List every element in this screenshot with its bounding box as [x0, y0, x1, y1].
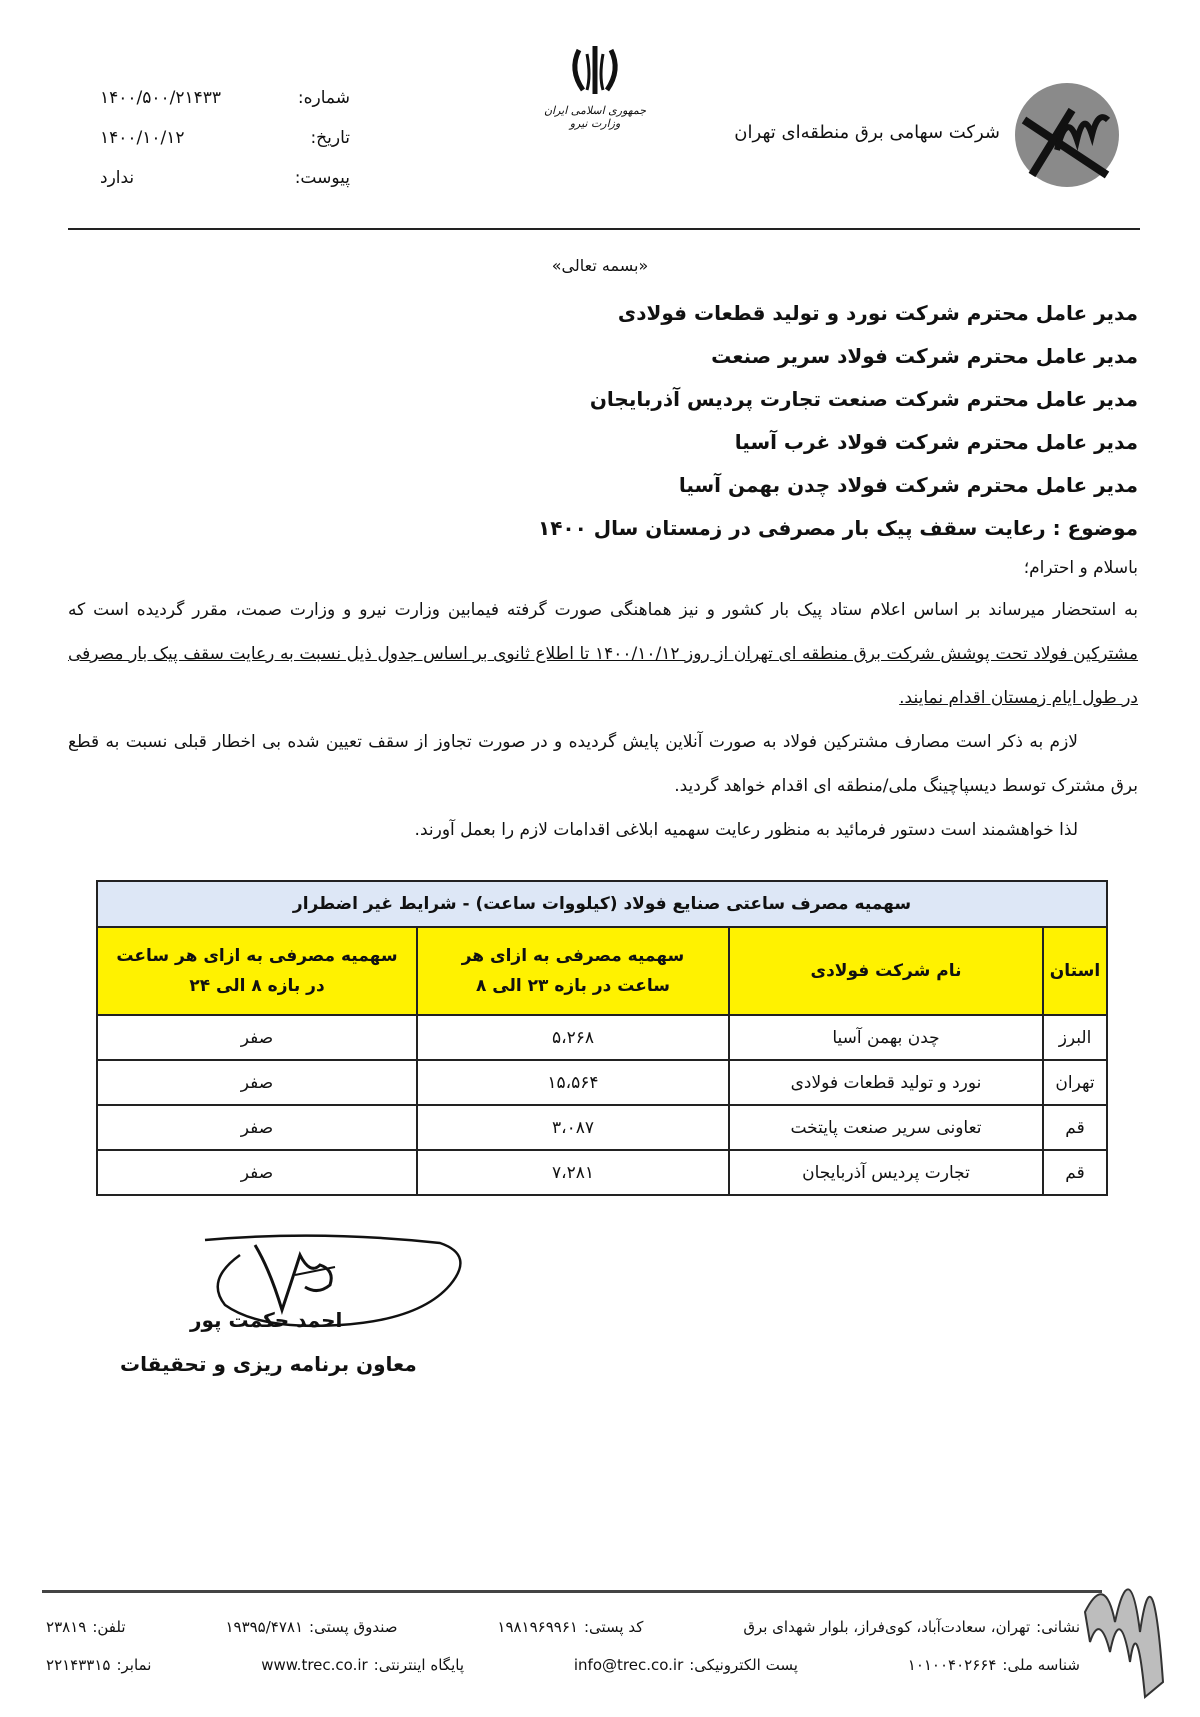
cell-quota-night: ۷،۲۸۱ [417, 1150, 729, 1195]
header-quota-day: سهمیه مصرفی به ازای هر ساعت در بازه ۸ الی ۲۴ [97, 927, 417, 1015]
cell-quota-night: ۵،۲۶۸ [417, 1015, 729, 1060]
paragraph-3: لذا خواهشمند است دستور فرمائید به منظور رعایت سهمیه ابلاغی اقدامات لازم را بعمل آورند. [414, 820, 1078, 840]
subject: موضوع : رعایت سقف پیک بار مصرفی در زمستان سال ۱۴۰۰ [538, 516, 1138, 540]
header-quota-night: سهمیه مصرفی به ازای هر ساعت در بازه ۲۳ الی ۸ [417, 927, 729, 1015]
emblem-caption-2: وزارت نیرو [569, 117, 621, 130]
footer-national-id [902, 1656, 1080, 1674]
national-id-value: ۱۰۱۰۰۴۰۲۶۶۴ [907, 1656, 997, 1674]
phone-label: تلفن: [92, 1618, 126, 1636]
table-row [97, 1060, 1107, 1105]
address-label: نشانی: [1036, 1618, 1080, 1636]
paragraph-1-start: به استحضار میرساند بر اساس اعلام ستاد پیک بار کشور و نیز هماهنگی صورت گرفته فیمابین وزارت نیرو و وزارت صمت، مقرر گردیده است که [68, 600, 1138, 620]
footer-website [255, 1656, 464, 1674]
website-link[interactable]: www.trec.co.ir [261, 1656, 368, 1674]
national-id-label: شناسه ملی: [1002, 1656, 1080, 1674]
footer-logo-icon [1075, 1532, 1175, 1702]
cell-quota-day: صفر [97, 1105, 417, 1150]
letter-meta [90, 78, 350, 198]
website-label: پایگاه اینترنتی: [373, 1656, 465, 1674]
email-label: پست الکترونیکی: [689, 1656, 798, 1674]
recipient-5: مدیر عامل محترم شرکت فولاد چدن بهمن آسیا [678, 473, 1138, 497]
footer-fax [40, 1656, 151, 1674]
company-name: شرکت سهامی برق منطقه‌ای تهران [734, 122, 1000, 143]
footer-phone [40, 1618, 126, 1636]
cell-province: تهران [1043, 1060, 1107, 1105]
cell-company: چدن بهمن آسیا [729, 1015, 1043, 1060]
po-box-label: صندوق پستی: [309, 1618, 398, 1636]
emblem-caption-1: جمهوری اسلامی ایران [543, 104, 647, 117]
recipients [138, 292, 1138, 550]
table-row [97, 1105, 1107, 1150]
cell-quota-night: ۳،۰۸۷ [417, 1105, 729, 1150]
national-emblem [540, 40, 650, 170]
cell-quota-day: صفر [97, 1015, 417, 1060]
cell-company: تجارت پردیس آذربایجان [729, 1150, 1043, 1195]
phone-value: ۲۳۸۱۹ [46, 1618, 87, 1636]
cell-company: نورد و تولید قطعات فولادی [729, 1060, 1043, 1105]
paragraph-1-underlined: مشترکین فولاد تحت پوشش شرکت برق منطقه ای تهران از روز ۱۴۰۰/۱۰/۱۲ تا اطلاع ثانوی بر اساس جدول ذیل نسبت به رعایت سقف پیک بار مصرفی در طول ایام زمستان اقدام نمایند. [68, 644, 1139, 708]
paragraph-1 [68, 588, 1138, 720]
number-row [90, 78, 350, 118]
footer-line-2 [40, 1656, 1080, 1674]
attachment-value: ندارد [100, 168, 135, 188]
date-row [90, 118, 350, 158]
emblem-icon [565, 40, 625, 100]
company-logo [1012, 80, 1122, 190]
email-link[interactable]: info@trec.co.ir [573, 1656, 684, 1674]
fax-label: نمابر: [116, 1656, 152, 1674]
postal-code-value: ۱۹۸۱۹۶۹۹۶۱ [497, 1618, 578, 1636]
recipient-3: مدیر عامل محترم شرکت صنعت تجارت پردیس آذربایجان [589, 387, 1138, 411]
recipient-1: مدیر عامل محترم شرکت نورد و تولید قطعات فولادی [617, 301, 1138, 325]
header-company: نام شرکت فولادی [729, 927, 1043, 1015]
fax-value: ۲۲۱۴۳۳۱۵ [46, 1656, 111, 1674]
number-value: ۱۴۰۰/۵۰۰/۲۱۴۳۳ [100, 88, 222, 108]
footer-postal-code [491, 1618, 643, 1636]
attachment-label: پیوست: [294, 168, 350, 188]
header-divider [68, 228, 1140, 230]
cell-company: تعاونی سریر صنعت پایتخت [729, 1105, 1043, 1150]
address-value: تهران، سعادت‌آباد، کوی‌فراز، بلوار شهدای برق [743, 1618, 1031, 1636]
footer-email [568, 1656, 798, 1674]
signer-title: معاون برنامه ریزی و تحقیقات [120, 1352, 417, 1376]
basmala: «بسمه تعالی» [551, 256, 649, 275]
footer-po-box [219, 1618, 397, 1636]
footer-divider [42, 1590, 1102, 1593]
recipient-2: مدیر عامل محترم شرکت فولاد سریر صنعت [711, 344, 1138, 368]
cell-province: قم [1043, 1150, 1107, 1195]
cell-province: قم [1043, 1105, 1107, 1150]
paragraph-2: لازم به ذکر است مصارف مشترکین فولاد به صورت آنلاین پایش گردیده و در صورت تجاوز از سقف تعیین شده بی اخطار قبلی نسبت به قطع برق مشترک توسط دیسپاچینگ ملی/منطقه ای اقدام خواهد گردید. [68, 732, 1138, 796]
date-value: ۱۴۰۰/۱۰/۱۲ [100, 128, 185, 148]
recipient-4: مدیر عامل محترم شرکت فولاد غرب آسیا [734, 430, 1138, 454]
quota-table [96, 880, 1108, 1196]
cell-quota-day: صفر [97, 1150, 417, 1195]
table-row [97, 1015, 1107, 1060]
number-label: شماره: [297, 88, 350, 108]
cell-quota-night: ۱۵،۵۶۴ [417, 1060, 729, 1105]
attachment-row [90, 158, 350, 198]
table-title: سهمیه مصرف ساعتی صنایع فولاد (کیلووات ساعت) - شرایط غیر اضطرار [97, 881, 1107, 927]
footer-line-1 [40, 1618, 1080, 1636]
table-row [97, 1150, 1107, 1195]
signer-name: احمد حکمت پور [190, 1308, 343, 1332]
po-box-value: ۱۹۳۹۵/۴۷۸۱ [225, 1618, 304, 1636]
cell-quota-day: صفر [97, 1060, 417, 1105]
header-province: استان [1043, 927, 1107, 1015]
footer-address [737, 1618, 1080, 1636]
postal-code-label: کد پستی: [583, 1618, 644, 1636]
cell-province: البرز [1043, 1015, 1107, 1060]
greeting: باسلام و احترام؛ [1023, 558, 1138, 578]
date-label: تاریخ: [310, 128, 350, 148]
